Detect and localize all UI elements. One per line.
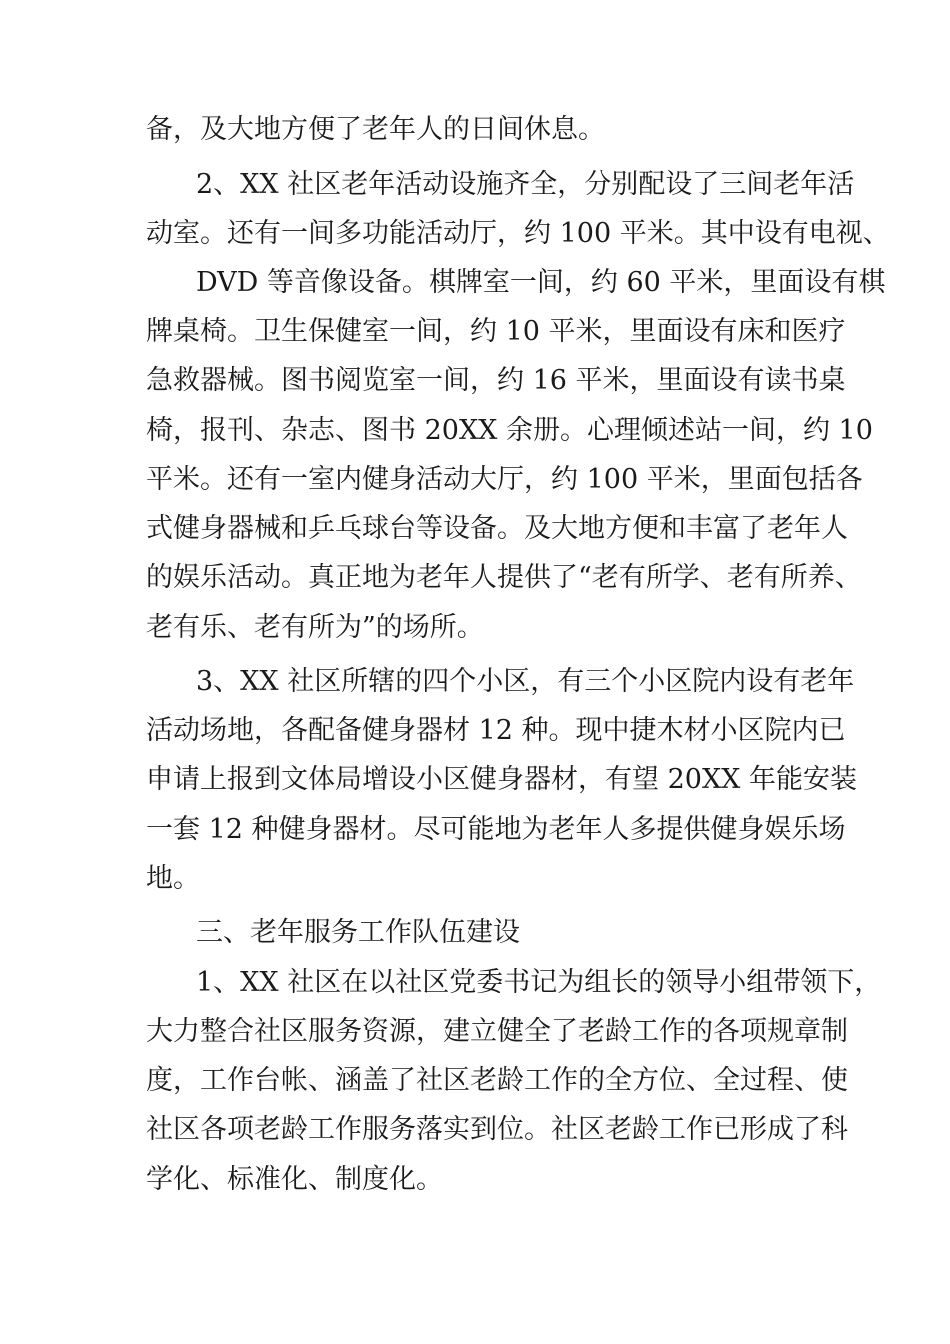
text-line: 度，工作台帐、涵盖了社区老龄工作的全方位、全过程、使	[146, 1065, 848, 1096]
text-line: 椅，报刊、杂志、图书 20XX 余册。心理倾述站一间，约 10	[146, 415, 873, 446]
text-line: DVD 等音像设备。棋牌室一间，约 60 平米，里面设有棋	[196, 267, 886, 298]
text-line: 动室。还有一间多功能活动厅，约 100 平米。其中设有电视、	[146, 218, 890, 249]
text-line: 申请上报到文体局增设小区健身器材，有望 20XX 年能安装	[146, 764, 857, 795]
text-line: 社区各项老龄工作服务落实到位。社区老龄工作已形成了科	[146, 1114, 848, 1145]
text-line: 备，及大地方便了老年人的日间休息。	[146, 114, 605, 145]
text-line: 式健身器械和乒乓球台等设备。及大地方便和丰富了老年人	[146, 513, 848, 544]
text-line: 的娱乐活动。真正地为老年人提供了“老有所学、老有所养、	[146, 562, 862, 593]
text-line: 地。	[146, 863, 200, 894]
section-heading: 三、老年服务工作队伍建设	[196, 917, 520, 948]
text-line: 3、XX 社区所辖的四个小区，有三个小区院内设有老年	[196, 666, 855, 697]
text-line: 2、XX 社区老年活动设施齐全，分别配设了三间老年活	[196, 169, 855, 200]
text-line: 1、XX 社区在以社区党委书记为组长的领导小组带领下，	[196, 967, 882, 998]
text-line: 牌桌椅。卫生保健室一间，约 10 平米，里面设有床和医疗	[146, 316, 846, 347]
text-line: 活动场地，各配备健身器材 12 种。现中捷木材小区院内已	[146, 715, 846, 746]
text-line: 大力整合社区服务资源，建立健全了老龄工作的各项规章制	[146, 1016, 848, 1047]
text-line: 平米。还有一室内健身活动大厅，约 100 平米，里面包括各	[146, 464, 863, 495]
text-line: 学化、标准化、制度化。	[146, 1164, 443, 1195]
text-line: 急救器械。图书阅览室一间，约 16 平米，里面设有读书桌	[146, 365, 846, 396]
text-line: 老有乐、老有所为”的场所。	[146, 612, 484, 643]
text-line: 一套 12 种健身器材。尽可能地为老年人多提供健身娱乐场	[146, 814, 846, 845]
